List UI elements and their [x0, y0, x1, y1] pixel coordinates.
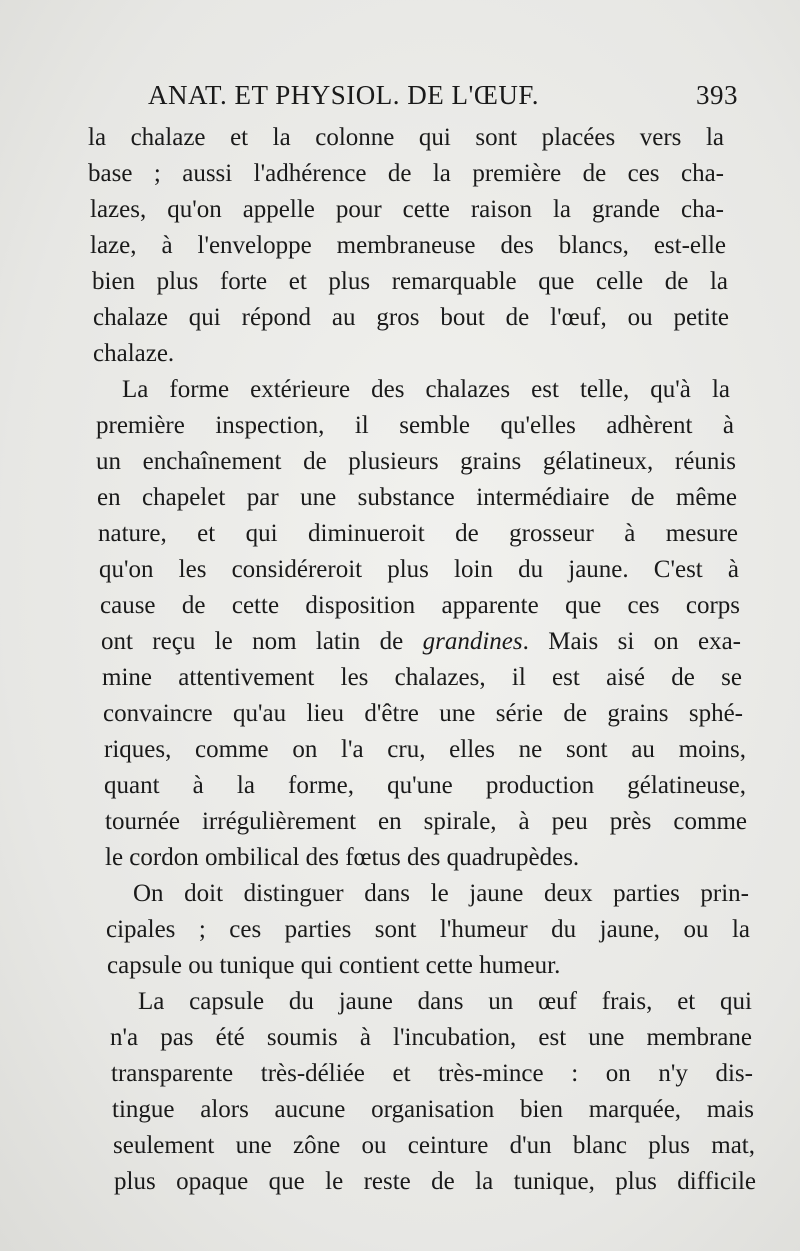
text-line-9: première inspection, il semble qu'elles adhèrent à: [96, 412, 734, 439]
text-line-21: le cordon ombilical des fœtus des quadrupèdes.: [105, 844, 580, 871]
text-line-16: mine attentivement les chalazes, il est aisé de se: [102, 664, 742, 691]
text-line-20: tournée irrégulièrement en spirale, à peu près comme: [105, 808, 747, 835]
latin-term: grandines: [422, 628, 523, 655]
text-line-26: n'a pas été soumis à l'incubation, est une membrane: [110, 1024, 752, 1051]
text-line-27: transparente très-déliée et très-mince : on n'y dis-: [111, 1060, 753, 1087]
text-line-15: [101, 624, 741, 660]
text-line-8: La forme extérieure des chalazes est telle, qu'à la: [122, 376, 730, 403]
text-line-30: plus opaque que le reste de la tunique, plus difficile: [114, 1168, 756, 1195]
text-line-11: en chapelet par une substance intermédiaire de même: [97, 484, 737, 511]
text-line-10: un enchaînement de plusieurs grains gélatineux, réunis: [96, 448, 736, 475]
text-line-25: La capsule du jaune dans un œuf frais, et qui: [138, 988, 752, 1015]
text-line-3: lazes, qu'on appelle pour cette raison la grande cha-: [90, 196, 724, 223]
text-line-24: capsule ou tunique qui contient cette humeur.: [107, 952, 561, 979]
text-line-22: On doit distinguer dans le jaune deux parties prin-: [133, 880, 749, 907]
running-header: [148, 76, 738, 116]
text-line-4: laze, à l'enveloppe membraneuse des blancs, est-elle: [90, 232, 726, 259]
text-line-6: chalaze qui répond au gros bout de l'œuf, ou petite: [93, 304, 729, 331]
running-title: ANAT. ET PHYSIOL. DE L'ŒUF.: [148, 80, 539, 110]
text-line-28: tingue alors aucune organisation bien marquée, mais: [112, 1096, 754, 1123]
text-line-12: nature, et qui diminueroit de grosseur à mesure: [98, 520, 738, 547]
text-line-29: seulement une zône ou ceinture d'un blanc plus mat,: [113, 1132, 755, 1159]
text-line-14: cause de cette disposition apparente que ces corps: [100, 592, 740, 619]
page-number: 393: [696, 80, 738, 110]
text-line-19: quant à la forme, qu'une production gélatineuse,: [104, 772, 746, 799]
text-line-18: riques, comme on l'a cru, elles ne sont au moins,: [104, 736, 746, 763]
text-line-2: base ; aussi l'adhérence de la première de ces cha-: [88, 160, 724, 187]
text-line-5: bien plus forte et plus remarquable que celle de la: [92, 268, 728, 295]
text-line-15-start: ont reçu le nom latin de: [101, 628, 423, 655]
text-line-7: chalaze.: [93, 340, 175, 367]
text-line-15-end: . Mais si on exa-: [522, 628, 741, 655]
text-line-13: qu'on les considéreroit plus loin du jaune. C'est à: [99, 556, 739, 583]
text-line-23: cipales ; ces parties sont l'humeur du jaune, ou la: [106, 916, 750, 943]
text-line-17: convaincre qu'au lieu d'être une série de grains sphé-: [103, 700, 743, 727]
text-line-1: la chalaze et la colonne qui sont placées vers la: [88, 124, 724, 151]
